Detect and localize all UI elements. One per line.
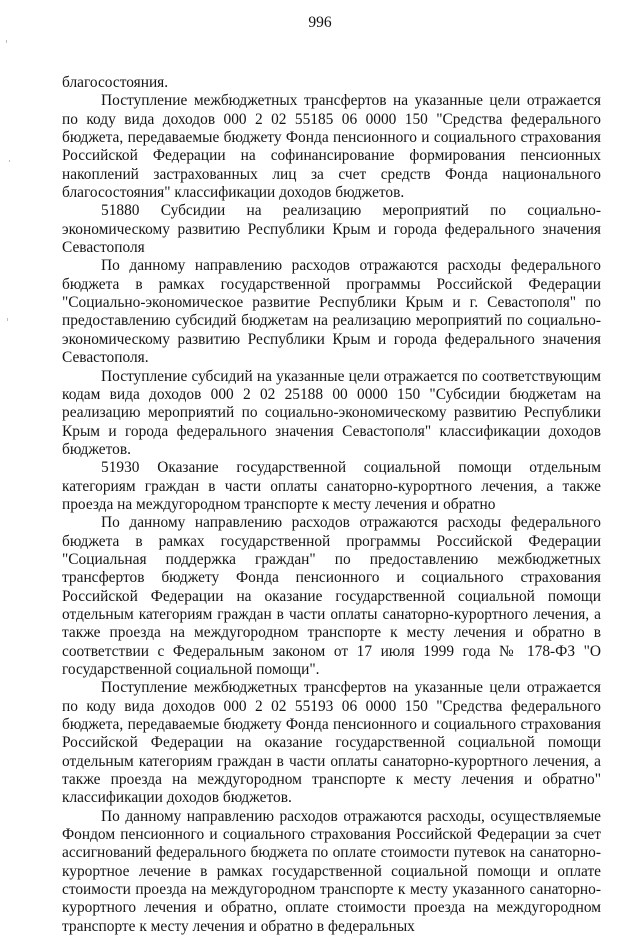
- section-heading-51930: 51930 Оказание государственной социальной помощи отдельным категориям граждан в части оплаты санаторно-курортного лечения, а также проезда на междугородном транспорте к месту лечения и обратно: [62, 459, 601, 513]
- paragraph: По данному направлению расходов отражаются расходы, осуществляемые Фондом пенсионного и социального страхования Российской Федерации за счет ассигнований федерального бюджета по оплате стоимости путевок на санаторно-курортное лечение в рамках государственной социальной помощи и оплате стоимости проезда на междугородном транспорте к месту указанного санаторно-курортного лечения и обратно, оплате стоимости проезда на междугородном транспорте к месту лечения и обратно в федеральных: [62, 807, 601, 935]
- scan-artifact: [6, 40, 7, 43]
- scan-artifact: [7, 318, 8, 321]
- scan-artifact: [9, 160, 10, 162]
- document-body: [62, 74, 601, 936]
- paragraph-continuation: благосостояния.: [62, 74, 169, 91]
- paragraph: Поступление межбюджетных трансфертов на указанные цели отражается по коду вида доходов 000 2 02 55185 06 0000 150 "Средства федерального бюджета, передаваемые бюджету Фонда пенсионного и социального страхования Российской Федерации на софинансирование формирования пенсионных накоплений застрахованных лиц за счет средств Фонда национального благосостояния" классификации доходов бюджетов.: [62, 92, 601, 202]
- paragraph: Поступление субсидий на указанные цели отражается по соответствующим кодам вида доходов 000 2 02 25188 00 0000 150 "Субсидии бюджетам на реализацию мероприятий по социально-экономическому развитию Республики Крым и города федерального значения Севастополя" классификации доходов бюджетов.: [62, 367, 601, 458]
- section-heading-51880: 51880 Субсидии на реализацию мероприятий по социально-экономическому развитию Республики Крым и города федерального значения Севастополя: [62, 202, 601, 257]
- paragraph: По данному направлению расходов отражаются расходы федерального бюджета в рамках государственной программы Российской Федерации "Социальная поддержка граждан" по предоставлению межбюджетных трансфертов бюджету Фонда пенсионного и социального страхования Российской Федерации на оказание государственной социальной помощи отдельным категориям граждан в части оплаты санаторно-курортного лечения, а также проезда на междугородном транспорте к месту лечения и обратно в соответствии с Федеральным законом от 17 июля 1999 года № 178-ФЗ "О государственной социальной помощи".: [62, 514, 601, 678]
- paragraph: Поступление межбюджетных трансфертов на указанные цели отражается по коду вида доходов 000 2 02 55193 06 0000 150 "Средства федерального бюджета, передаваемые бюджету Фонда пенсионного и социального страхования Российской Федерации на оказание государственной социальной помощи отдельным категориям граждан в части оплаты санаторно-курортного лечения, а также проезда на междугородном транспорте к месту лечения и обратно" классификации доходов бюджетов.: [62, 679, 601, 807]
- paragraph: По данному направлению расходов отражаются расходы федерального бюджета в рамках государственной программы Российской Федерации "Социально-экономическое развитие Республики Крым и г. Севастополя" по предоставлению субсидий бюджетам на реализацию мероприятий по социально-экономическому развитию Республики Крым и города федерального значения Севастополя.: [62, 257, 601, 367]
- page-number: 996: [308, 14, 332, 31]
